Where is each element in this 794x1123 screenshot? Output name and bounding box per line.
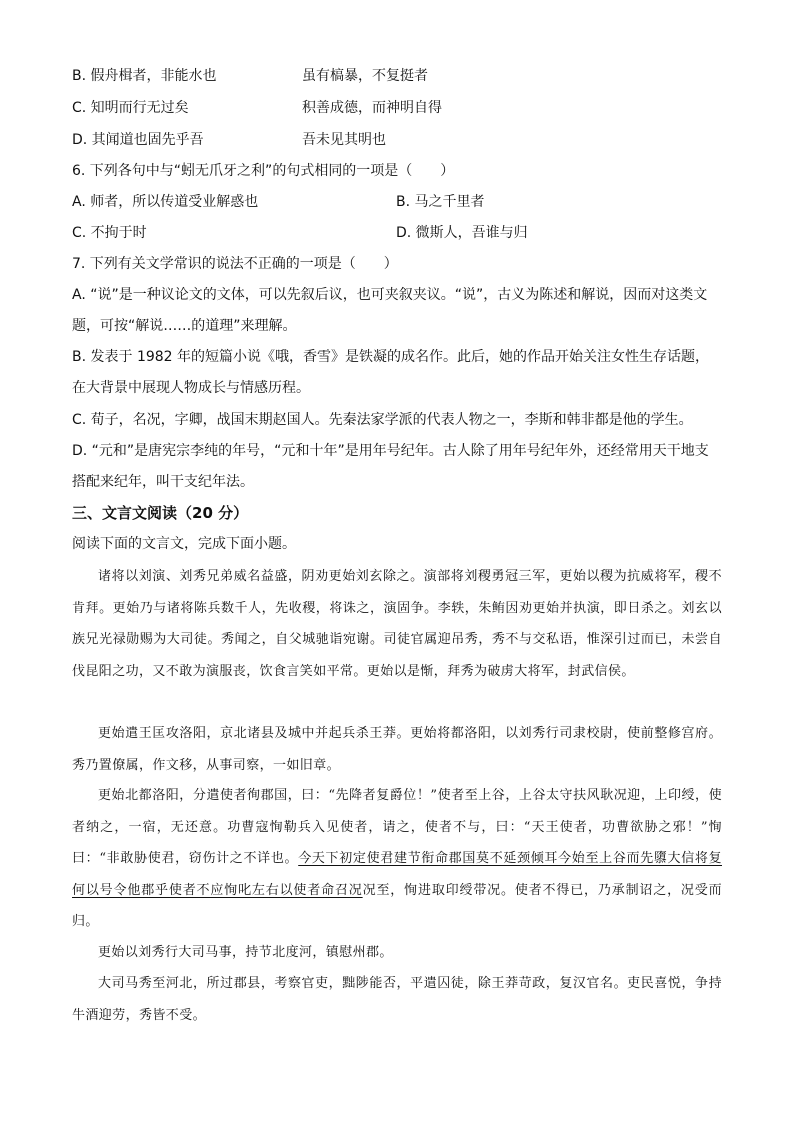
q5-option-b-left: B. 假舟楫者，非能水也 — [72, 68, 217, 84]
passage-paragraph-3 — [72, 780, 722, 938]
q6-option-c: C. 不拘于时 — [72, 225, 147, 241]
passage-p3-tail: 况至，恂进取印绶带况。使者不得已，乃承制诏之，况受而归。 — [72, 882, 722, 929]
q6-option-a: A. 师者，所以传道受业解惑也 — [72, 194, 259, 210]
q5-option-row-d — [72, 130, 732, 150]
q7-option-a: A. “说”是一种议论文的文体，可以先叙后议，也可夹叙夹议。“说”，古义为陈述和解说，因而对这类文题，可按“解说……的道理”来理解。 — [72, 287, 708, 334]
q6-options-row-1 — [72, 192, 732, 212]
q6-options-row-2 — [72, 223, 732, 243]
q5-option-c-left: C. 知明而行无过矣 — [72, 100, 189, 116]
q6-option-b: B. 马之千里者 — [396, 194, 485, 210]
passage-paragraph-5: 大司马秀至河北，所过郡县，考察官吏，黜陟能否，平遣囚徒，除王莽苛政，复汉官名。吏民喜悦，争持牛酒迎劳，秀皆不受。 — [72, 976, 722, 1023]
q7-option-c: C. 荀子，名况，字卿，战国末期赵国人。先秦法家学派的代表人物之一，李斯和韩非都是他的学生。 — [72, 412, 693, 428]
q5-option-row-c — [72, 98, 732, 118]
q5-option-c-right: 积善成德，而神明自得 — [302, 100, 442, 116]
q6-stem: 6. 下列各句中与“蚓无爪牙之利”的句式相同的一项是（ ） — [72, 163, 455, 179]
passage-paragraph-2: 更始遣王匡攻洛阳，京北诸县及城中并起兵杀王莽。更始将都洛阳，以刘秀行司隶校尉，使前整修宫府。秀乃置僚属，作文移，从事司察，一如旧章。 — [72, 726, 722, 773]
q5-option-d-right: 吾未见其明也 — [302, 132, 386, 148]
q6-option-d: D. 微斯人，吾谁与归 — [396, 225, 528, 241]
q5-option-b-right: 虽有槁暴，不复挺者 — [302, 68, 428, 84]
q5-option-d-left: D. 其闻道也固先乎吾 — [72, 132, 204, 148]
passage-paragraph-4: 更始以刘秀行大司马事，持节北度河，镇慰州郡。 — [98, 945, 393, 960]
q7-stem: 7. 下列有关文学常识的说法不正确的一项是（ ） — [72, 256, 398, 272]
underlined-sentence: 今天下初定使君建节衔命郡国莫不延颈倾耳今始至上谷而先隳大信将复何以号令他郡乎使者不应恂叱左右以使者命召况 — [72, 851, 722, 898]
q5-option-row-b — [72, 66, 732, 86]
q7-option-b: B. 发表于 1982 年的短篇小说《哦，香雪》是铁凝的成名作。此后，她的作品开始关注女性生存话题，在大背景中展现人物成长与情感历程。 — [72, 349, 710, 396]
section-heading: 三、文言文阅读（20 分） — [72, 504, 249, 522]
passage-p3-text: 更始北都洛阳，分遣使者徇郡国，曰：“先降者复爵位！”使者至上谷，上谷太守扶风耿况迎，上印绶，使者纳之，一宿，无还意。功曹寇恂勒兵入见使者，请之，使者不与，曰：“天王使者，功曹欲胁之邪！”恂曰：“非敢胁使君，窃伤计之不详也。 — [72, 788, 722, 866]
section-instruction: 阅读下面的文言文，完成下面小题。 — [72, 536, 296, 552]
q7-option-d: D. “元和”是唐宪宗李纯的年号，“元和十年”是用年号纪年。古人除了用年号纪年外，还经常用天干地支搭配来纪年，叫干支纪年法。 — [72, 443, 709, 490]
passage-paragraph-1: 诸将以刘演、刘秀兄弟威名益盛，阴劝更始刘玄除之。演部将刘稷勇冠三军，更始以稷为抗威将军，稷不肯拜。更始乃与诸将陈兵数千人，先收稷，将诛之，演固争。李轶，朱鲔因劝更始并执演，即日杀之。刘玄以族兄光禄勋赐为大司徒。秀闻之，自父城驰诣宛谢。司徒官属迎吊秀，秀不与交私语，惟深引过而已，未尝自伐昆阳之功，又不敢为演服丧，饮食言笑如平常。更始以是惭，拜秀为破虏大将军，封武信侯。 — [72, 569, 722, 679]
